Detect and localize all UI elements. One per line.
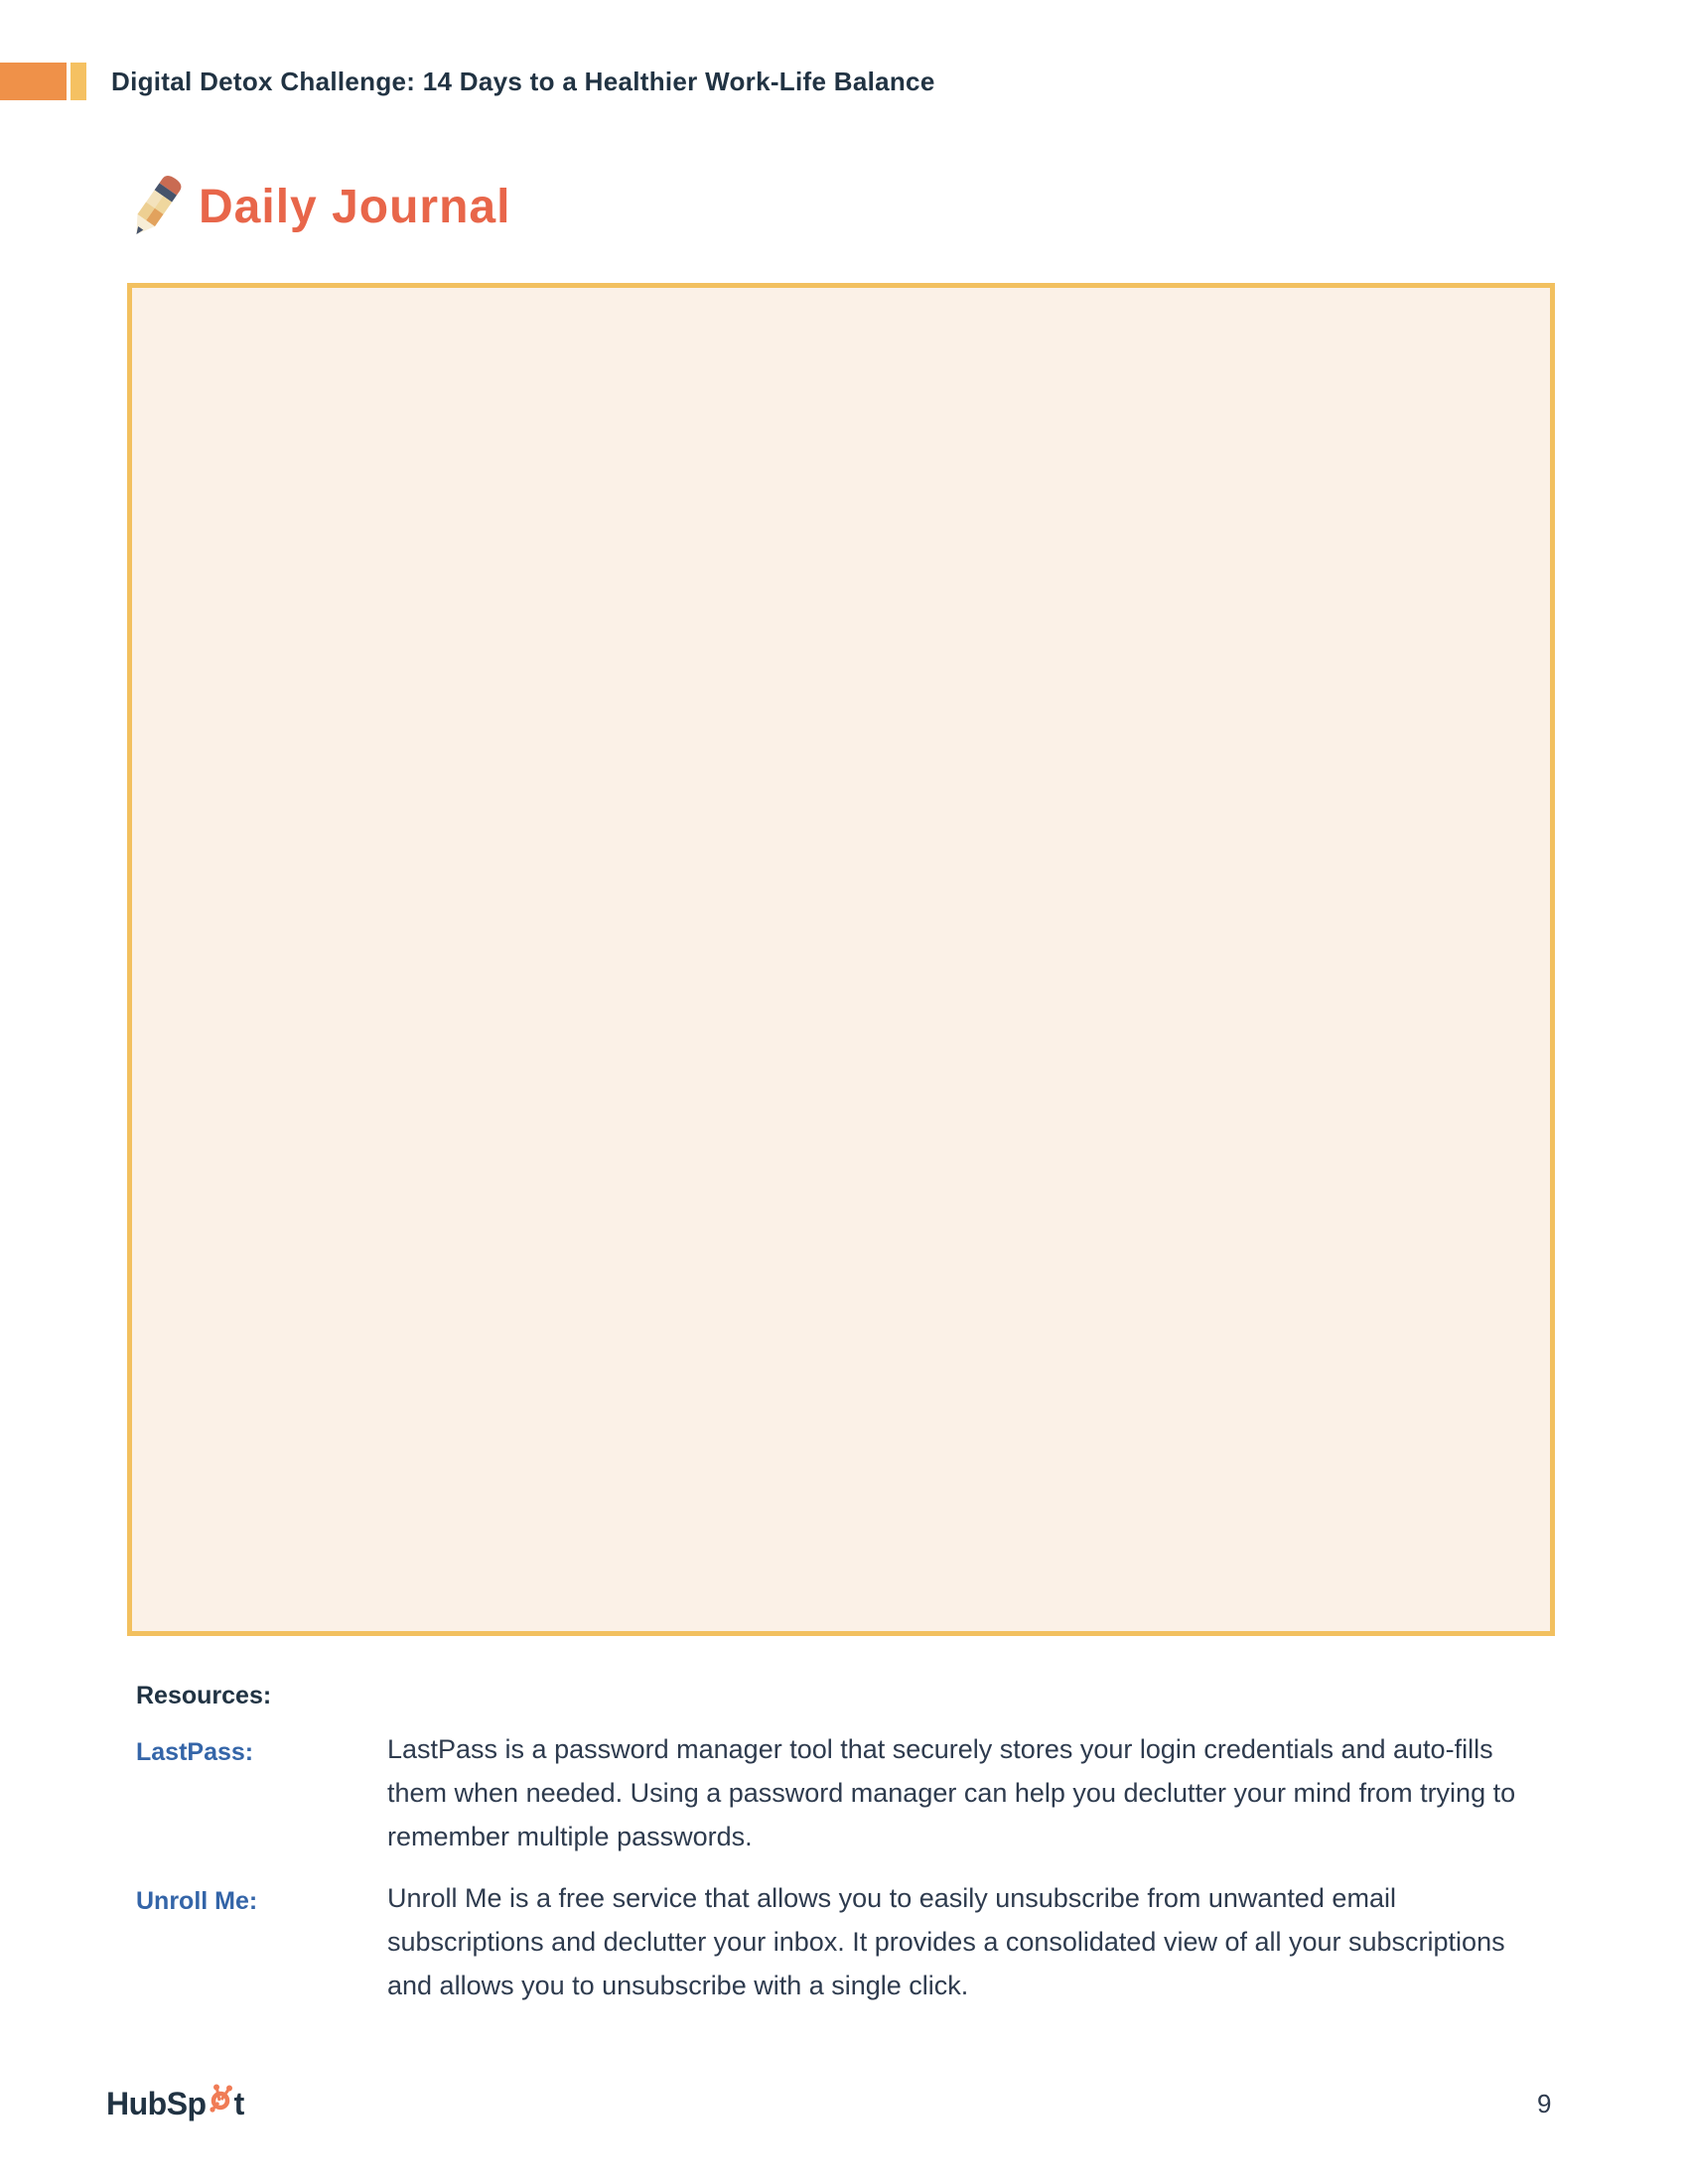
resource-description-lastpass: LastPass is a password manager tool that securely stores your login credentials and auto-fills them when needed. Using a password manager can help you declutter your mind from trying to remember multiple passwords. [387, 1734, 1516, 1851]
resources-heading: Resources: [136, 1682, 272, 1709]
hubspot-logo-text-pre: HubSp [106, 2085, 207, 2121]
resource-link-lastpass[interactable]: LastPass: [136, 1738, 254, 1766]
pencil-icon [127, 164, 185, 249]
header-accent-block-yellow [70, 63, 86, 100]
document-title: Digital Detox Challenge: 14 Days to a Healthier Work-Life Balance [111, 67, 935, 96]
resource-description-unrollme: Unroll Me is a free service that allows you to easily unsubscribe from unwanted email subscriptions and declutter your inbox. It provides a consolidated view of all your subscriptions and allows you to unsubscribe with a single click. [387, 1883, 1505, 2000]
hubspot-sprocket-icon [208, 2083, 233, 2120]
daily-journal-heading-row [127, 164, 510, 249]
resource-link-unrollme[interactable]: Unroll Me: [136, 1887, 258, 1915]
hubspot-logo [106, 2085, 244, 2122]
page-number: 9 [1537, 2089, 1552, 2118]
journal-entry-area[interactable] [127, 283, 1555, 1636]
header-accent-block-orange [0, 63, 67, 100]
daily-journal-title: Daily Journal [199, 180, 511, 233]
hubspot-logo-text-post: t [233, 2085, 244, 2121]
